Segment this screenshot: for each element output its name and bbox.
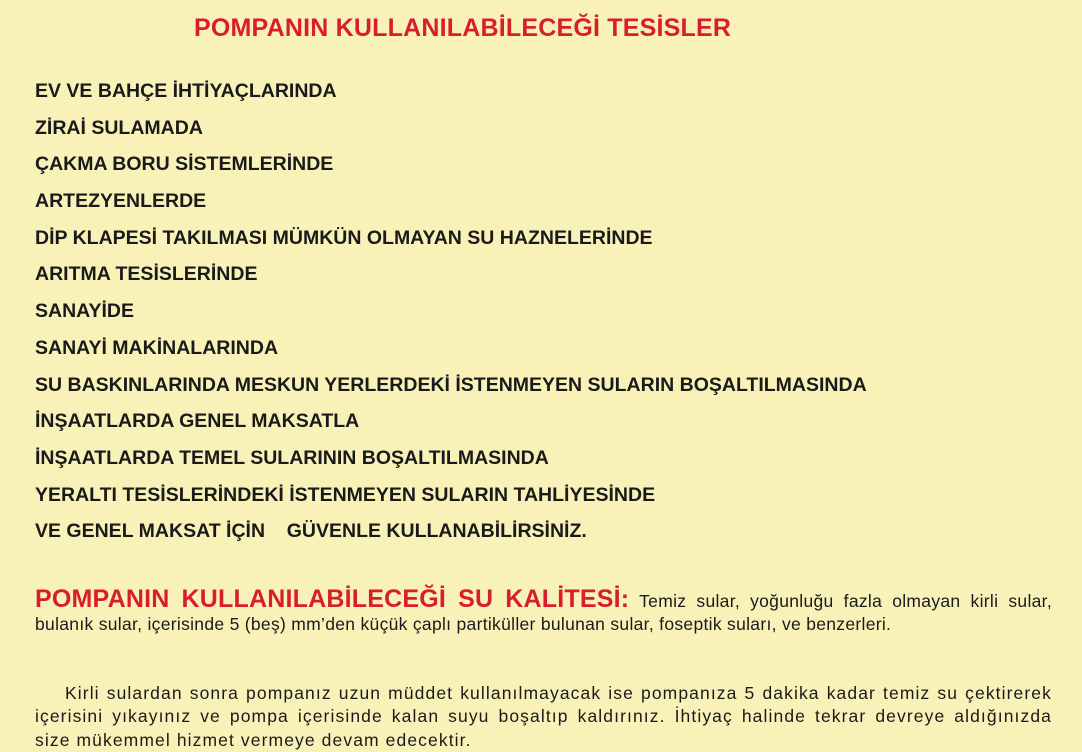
facility-item: YERALTI TESİSLERİNDEKİ İSTENMEYEN SULARIN TAHLİYESİNDE	[35, 482, 867, 519]
facility-item: DİP KLAPESİ TAKILMASI MÜMKÜN OLMAYAN SU HAZNELERİNDE	[35, 225, 867, 262]
facility-item: ARTEZYENLERDE	[35, 188, 867, 225]
facility-item: VE GENEL MAKSAT İÇİN GÜVENLE KULLANABİLİRSİNİZ.	[35, 518, 867, 555]
facility-item: EV VE BAHÇE İHTİYAÇLARINDA	[35, 78, 867, 115]
facility-item: SANAYİ MAKİNALARINDA	[35, 335, 867, 372]
facility-item: ARITMA TESİSLERİNDE	[35, 261, 867, 298]
facility-item: İNŞAATLARDA GENEL MAKSATLA	[35, 408, 867, 445]
water-quality-text: Temiz sular, yoğunluğu fazla olmayan kirli sular, bulanık sular, içerisinde 5 (beş) mm’den küçük çaplı partiküller bulunan sular, foseptik suları, ve benzerleri.	[35, 591, 1052, 635]
water-quality-heading: POMPANIN KULLANILABİLECEĞİ SU KALİTESİ:	[35, 585, 629, 613]
water-quality-paragraph	[35, 586, 1052, 637]
cleaning-note: Kirli sulardan sonra pompanız uzun müddet kullanılmayacak ise pompanıza 5 dakika kadar temiz su çektirerek içerisini yıkayınız ve pompa içerisinde kalan suyu boşaltıp kaldırınız. İhtiyaç halinde tekrar devreye aldığınızda size mükemmel hizmet vermeye devam edecektir.	[35, 682, 1052, 752]
facility-item: ZİRAİ SULAMADA	[35, 115, 867, 152]
facility-item: İNŞAATLARDA TEMEL SULARININ BOŞALTILMASINDA	[35, 445, 867, 482]
facility-item: SANAYİDE	[35, 298, 867, 335]
facility-list	[35, 78, 867, 555]
facility-item: ÇAKMA BORU SİSTEMLERİNDE	[35, 151, 867, 188]
page-title: POMPANIN KULLANILABİLECEĞİ TESİSLER	[194, 14, 731, 43]
facility-item: SU BASKINLARINDA MESKUN YERLERDEKİ İSTENMEYEN SULARIN BOŞALTILMASINDA	[35, 372, 867, 409]
